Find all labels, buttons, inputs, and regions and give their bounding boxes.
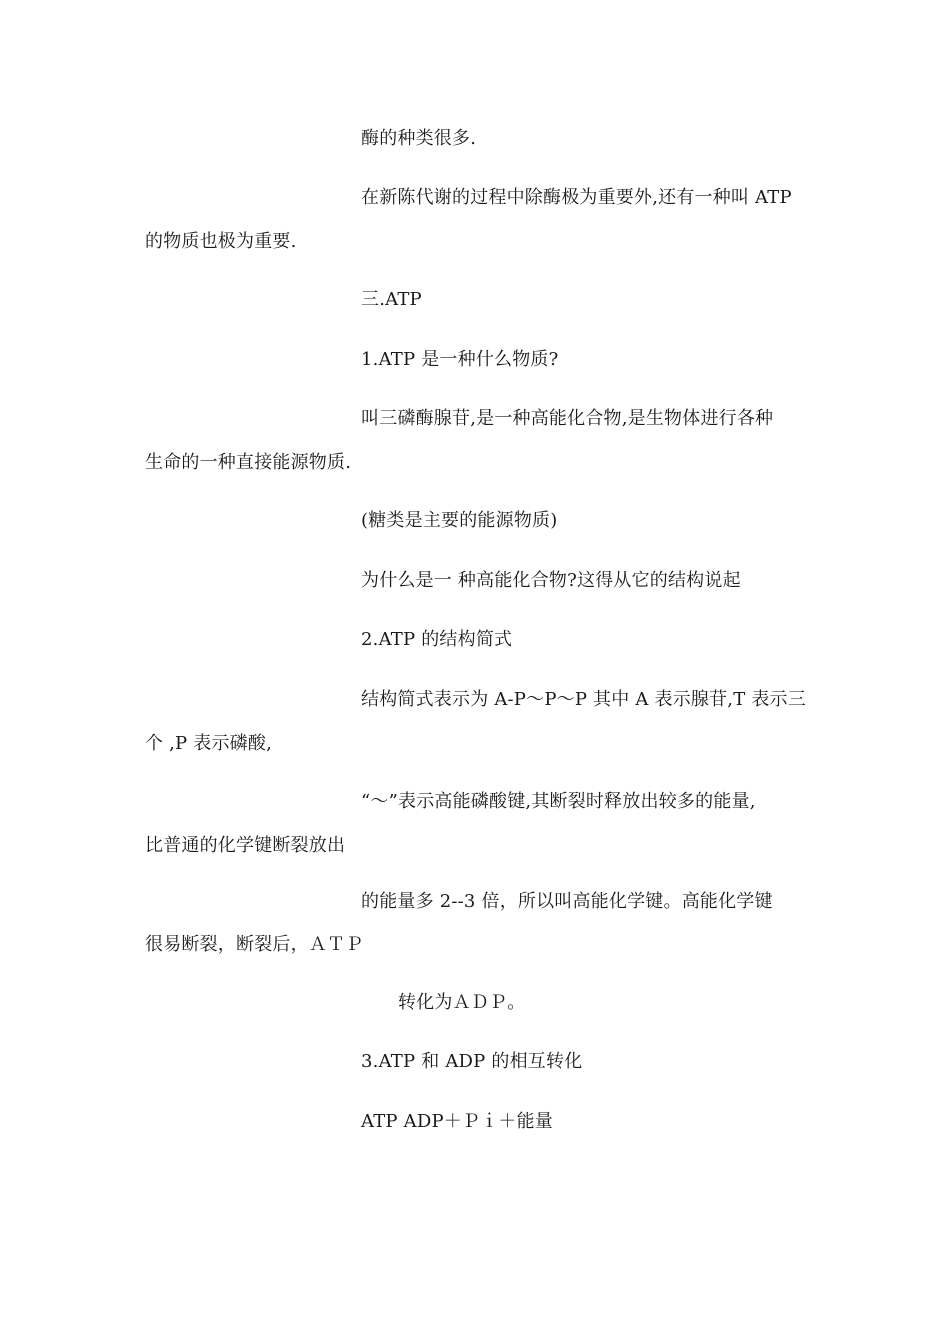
paragraph-line: 为什么是一 种高能化合物?这得从它的结构说起: [361, 570, 741, 591]
paragraph-line: 转化为ＡＤＰ。: [398, 992, 526, 1013]
section-heading: 三.ATP: [361, 289, 422, 310]
paragraph-line: “～”表示高能磷酸键,其断裂时释放出较多的能量,: [361, 791, 756, 812]
paragraph-line: 比普通的化学键断裂放出: [145, 835, 346, 856]
paragraph-line: 酶的种类很多.: [361, 128, 477, 149]
paragraph-line: 很易断裂，断裂后，ＡＴＰ: [145, 934, 364, 955]
subsection-heading: 2.ATP 的结构简式: [361, 629, 513, 650]
paragraph-line: 个 ,P 表示磷酸,: [145, 733, 272, 754]
paragraph-line: 的能量多 2--3 倍，所以叫高能化学键。高能化学键: [361, 891, 773, 912]
paragraph-line: (糖类是主要的能源物质): [361, 510, 558, 531]
paragraph-line: 结构简式表示为 A-P～P～P 其中 A 表示腺苷,T 表示三: [361, 689, 806, 710]
paragraph-line: 的物质也极为重要.: [145, 231, 297, 252]
paragraph-line: 生命的一种直接能源物质.: [145, 452, 352, 473]
paragraph-line: 叫三磷酶腺苷,是一种高能化合物,是生物体进行各种: [361, 408, 774, 429]
equation-line: ATP ADP＋Ｐｉ＋能量: [361, 1111, 553, 1132]
subsection-heading: 1.ATP 是一种什么物质?: [361, 349, 559, 370]
paragraph-line: 在新陈代谢的过程中除酶极为重要外,还有一种叫 ATP: [361, 187, 792, 208]
subsection-heading: 3.ATP 和 ADP 的相互转化: [361, 1051, 583, 1072]
